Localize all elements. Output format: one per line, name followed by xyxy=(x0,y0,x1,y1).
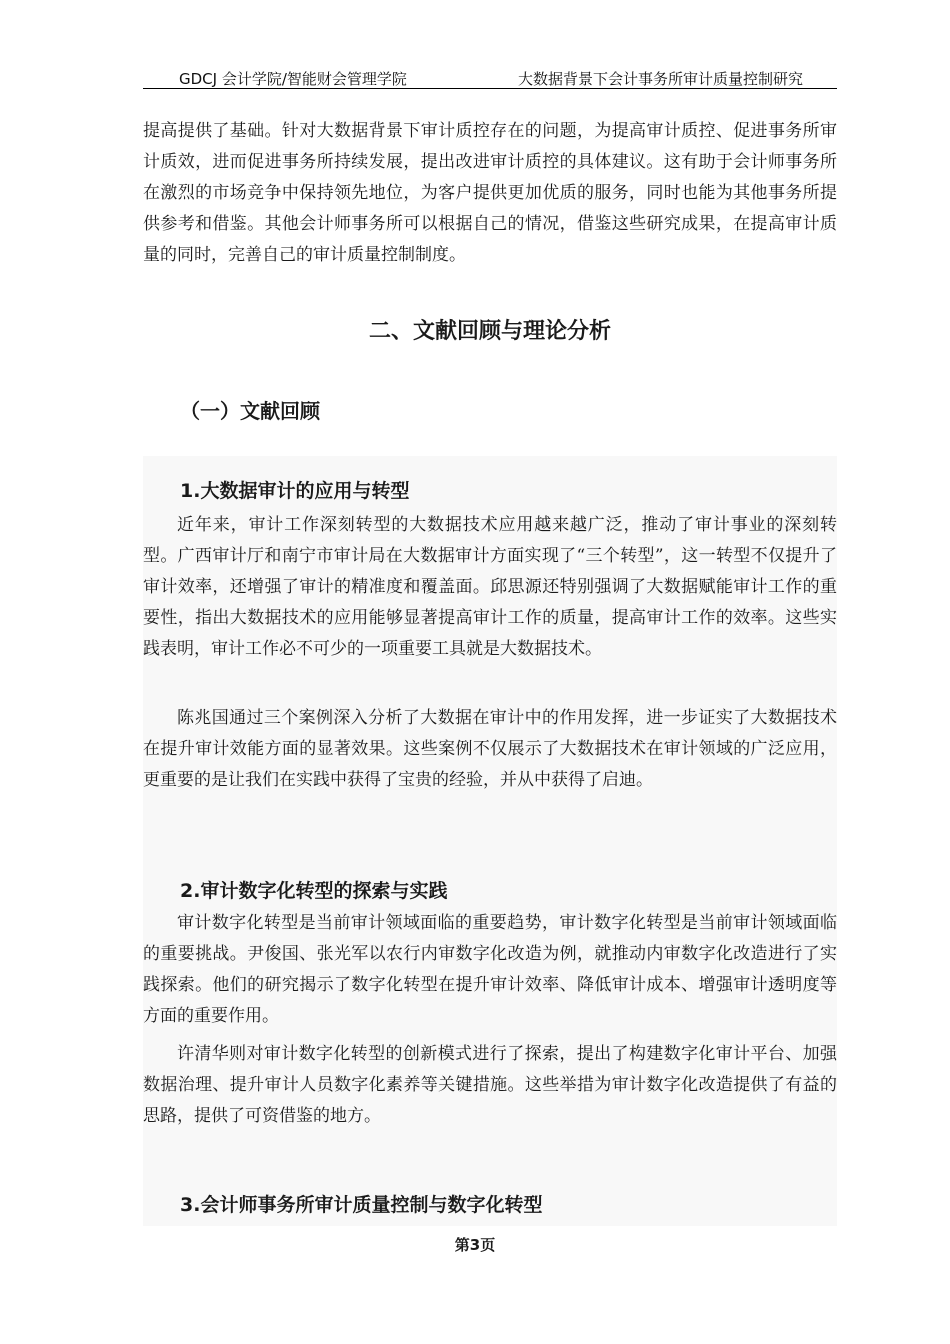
header-paper-title: 大数据背景下会计事务所审计质量控制研究 xyxy=(517,70,803,88)
subsection-2-paragraph-2: 许清华则对审计数字化转型的创新模式进行了探索，提出了构建数字化审计平台、加强数据治理、提升审计人员数字化素养等关键措施。这些举措为审计数字化改造提供了有益的思路，提供了可资借鉴的地方。 xyxy=(143,1044,837,1126)
subsection-1-paragraph-1: 近年来，审计工作深刻转型的大数据技术应用越来越广泛，推动了审计事业的深刻转型。广西审计厅和南宁市审计局在大数据审计方面实现了“三个转型”，这一转型不仅提升了审计效率，还增强了审计的精准度和覆盖面。邱思源还特别强调了大数据赋能审计工作的重要性，指出大数据技术的应用能够显著提高审计工作的质量，提高审计工作的效率。这些实践表明，审计工作必不可少的一项重要工具就是大数据技术。 xyxy=(143,515,837,659)
header-institution: GDCJ 会计学院/智能财会管理学院 xyxy=(179,70,407,88)
subsection-1-title: 1.大数据审计的应用与转型 xyxy=(180,480,410,502)
subsection-1-paragraph-2: 陈兆国通过三个案例深入分析了大数据在审计中的作用发挥，进一步证实了大数据技术在提升审计效能方面的显著效果。这些案例不仅展示了大数据技术在审计领域的广泛应用，更重要的是让我们在实践中获得了宝贵的经验，并从中获得了启迪。 xyxy=(143,708,837,790)
subsection-2-title: 2.审计数字化转型的探索与实践 xyxy=(180,880,448,902)
chapter-title: 二、文献回顾与理论分析 xyxy=(368,319,611,344)
page-number: 第3页 xyxy=(454,1236,496,1254)
subsection-3-title: 3.会计师事务所审计质量控制与数字化转型 xyxy=(180,1194,543,1216)
intro-paragraph: 提高提供了基础。针对大数据背景下审计质控存在的问题，为提高审计质控、促进事务所审计质效，进而促进事务所持续发展，提出改进审计质控的具体建议。这有助于会计师事务所在激烈的市场竞争中保持领先地位，为客户提供更加优质的服务，同时也能为其他事务所提供参考和借鉴。其他会计师事务所可以根据自己的情况，借鉴这些研究成果，在提高审计质量的同时，完善自己的审计质量控制制度。 xyxy=(143,121,837,265)
page-header xyxy=(143,68,837,89)
subsection-2-paragraph-1: 审计数字化转型是当前审计领域面临的重要趋势，审计数字化转型是当前审计领域面临的重要挑战。尹俊国、张光军以农行内审数字化改造为例，就推动内审数字化改造进行了实践探索。他们的研究揭示了数字化转型在提升审计效率、降低审计成本、增强审计透明度等方面的重要作用。 xyxy=(143,913,837,1026)
section-title: （一）文献回顾 xyxy=(180,399,320,423)
